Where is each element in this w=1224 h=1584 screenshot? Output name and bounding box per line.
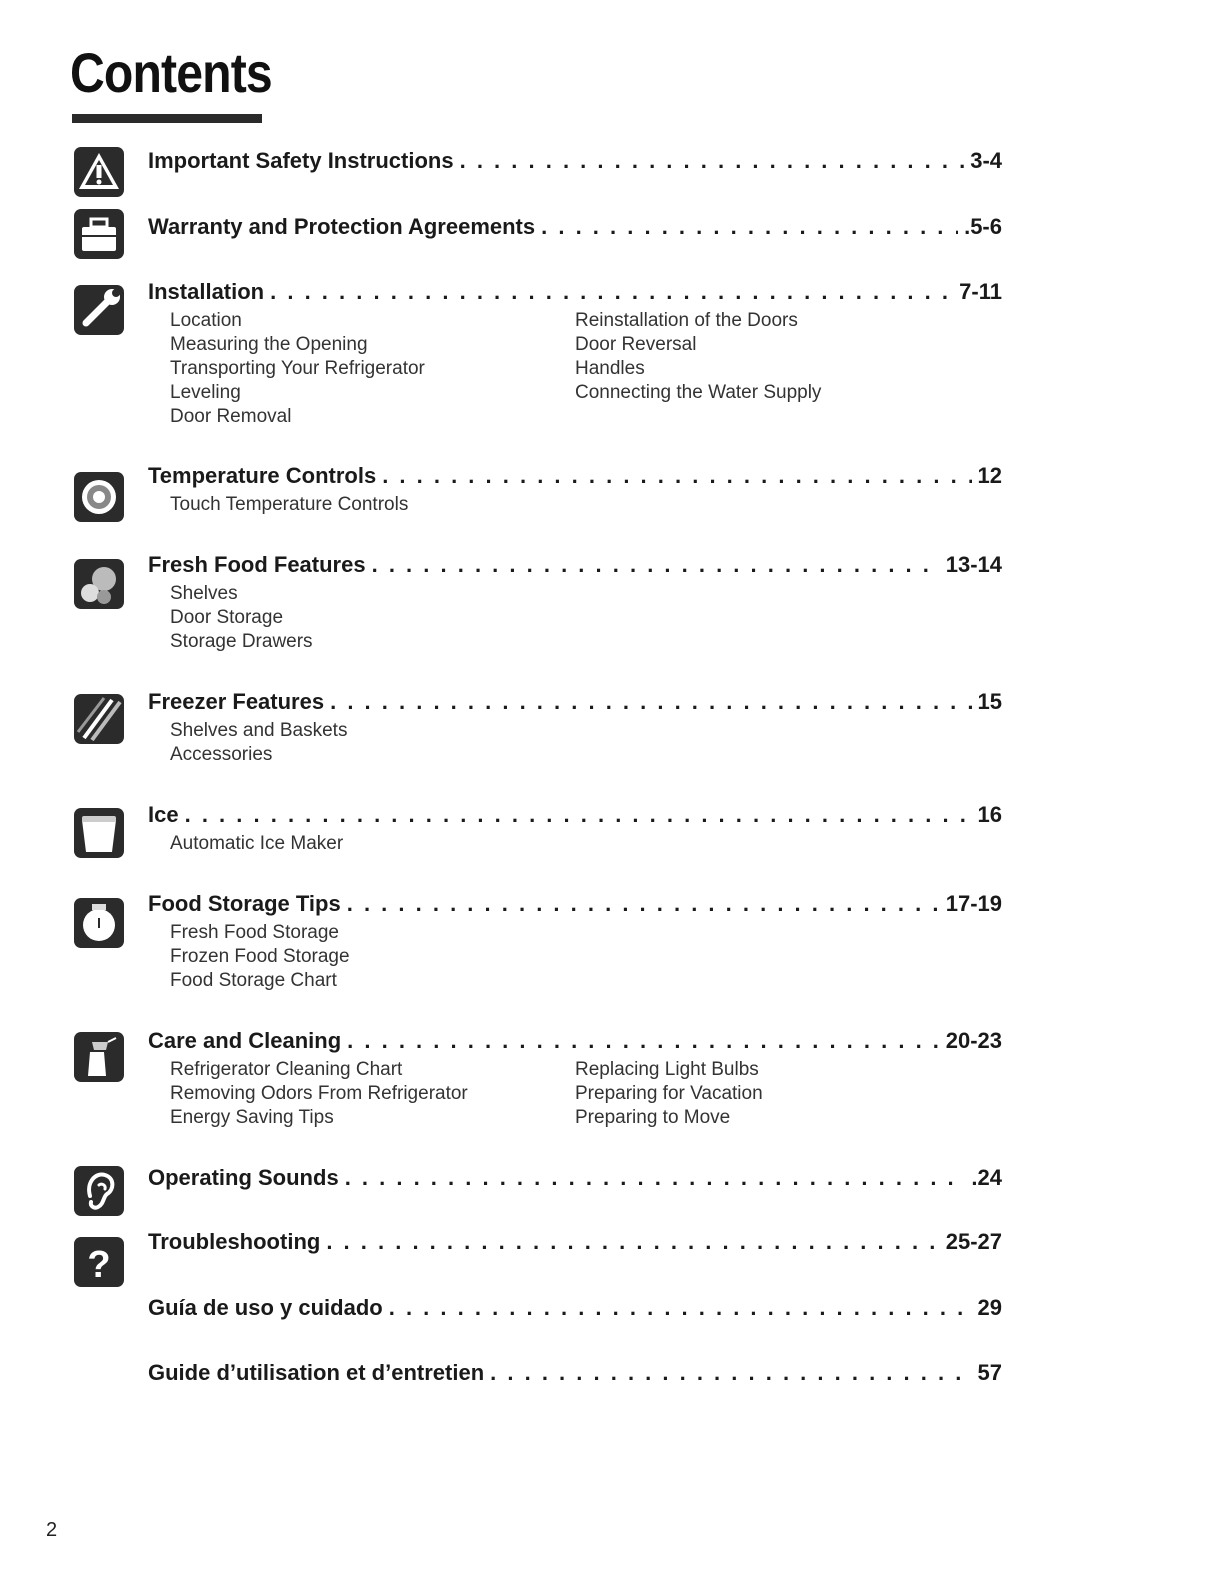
toc-section-title: Important Safety Instructions — [148, 148, 454, 173]
dot-leader — [326, 1229, 939, 1255]
toc-page-range: 15 — [977, 689, 1002, 714]
toc-section-title: Fresh Food Features — [148, 552, 366, 577]
toc-subtopic: Touch Temperature Controls — [170, 494, 409, 515]
toc-subtopic: Reinstallation of the Doors — [575, 310, 798, 331]
toc-subtopic: Handles — [575, 358, 645, 379]
dot-leader — [185, 802, 972, 828]
toc-section-title: Troubleshooting — [148, 1229, 321, 1254]
toc-subtopic: Removing Odors From Refrigerator — [170, 1083, 468, 1104]
toc-subtopic: Transporting Your Refrigerator — [170, 358, 425, 379]
toc-subtopic: Leveling — [170, 382, 241, 403]
toc-page-range: .5-6 — [964, 214, 1002, 239]
toc-entry — [148, 1360, 1002, 1390]
toc-entry-heading — [148, 279, 1002, 309]
toc-page-range: 7-11 — [959, 279, 1002, 304]
dot-leader — [389, 1295, 972, 1321]
fruit-icon — [72, 557, 126, 611]
dot-leader — [345, 1165, 966, 1191]
page-title: Contents — [70, 41, 272, 104]
toc-entry — [148, 552, 1002, 654]
toc-subtopic: Food Storage Chart — [170, 970, 337, 991]
dot-leader — [347, 891, 940, 917]
toc-section-title: Food Storage Tips — [148, 891, 341, 916]
toc-section-title: Guide d’utilisation et d’entretien — [148, 1360, 485, 1385]
toc-entry — [148, 214, 1002, 244]
toc-section-title: Temperature Controls — [148, 463, 377, 488]
toc-entry-heading — [148, 552, 1002, 582]
toc-subtopics — [170, 832, 1002, 856]
toc-page-range: 17-19 — [945, 891, 1002, 916]
toc-subtopic: Shelves — [170, 583, 238, 604]
toc-subtopic: Door Storage — [170, 607, 284, 628]
toc-section-title: Care and Cleaning — [148, 1028, 342, 1053]
toc-subtopic: Refrigerator Cleaning Chart — [170, 1059, 403, 1080]
toc-page-range: .24 — [971, 1165, 1002, 1190]
toc-entry-heading — [148, 1165, 1002, 1195]
toc-page-range: 25-27 — [945, 1229, 1002, 1254]
toc-subtopic: Accessories — [170, 744, 273, 765]
toc-section-title: Installation — [148, 279, 265, 304]
toc-entry-heading — [148, 689, 1002, 719]
spray-bottle-icon — [72, 1030, 126, 1084]
toc-subtopics — [170, 309, 1002, 429]
svg-text:?: ? — [87, 1244, 111, 1286]
toc-entry-heading — [148, 214, 1002, 244]
toc-subtopic: Connecting the Water Supply — [575, 382, 822, 403]
toc-subtopics — [170, 493, 1002, 517]
dot-leader — [541, 214, 958, 240]
toc-entry-heading — [148, 463, 1002, 493]
toc-page-range: 3-4 — [970, 148, 1002, 173]
toc-entry-heading — [148, 1028, 1002, 1058]
toc-page-range: 13-14 — [945, 552, 1002, 577]
toc-subtopic: Door Reversal — [575, 334, 697, 355]
toc-page-range: 57 — [977, 1360, 1002, 1385]
toc-subtopics — [170, 1058, 1002, 1130]
toc-entry-heading — [148, 891, 1002, 921]
dot-leader — [460, 148, 965, 174]
toc-subtopic: Storage Drawers — [170, 631, 313, 652]
dot-leader — [347, 1028, 940, 1054]
toc-subtopic: Energy Saving Tips — [170, 1107, 334, 1128]
toolbox-icon — [72, 207, 126, 261]
toc-entry — [148, 802, 1002, 856]
toc-page-range: 20-23 — [945, 1028, 1002, 1053]
dot-leader — [330, 689, 971, 715]
toc-subtopic: Frozen Food Storage — [170, 946, 350, 967]
toc-section-title: Guía de uso y cuidado — [148, 1295, 383, 1320]
toc-entry — [148, 148, 1002, 178]
toc-entry-heading — [148, 1295, 1002, 1325]
toc-entry — [148, 1229, 1002, 1259]
toc-section-title: Freezer Features — [148, 689, 325, 714]
toc-entry — [148, 463, 1002, 517]
dot-leader — [382, 463, 971, 489]
page-number: 2 — [46, 1519, 58, 1541]
warning-triangle-icon — [72, 145, 126, 199]
toc-section-title: Operating Sounds — [148, 1165, 339, 1190]
dot-leader — [372, 552, 940, 578]
toc-entry — [148, 279, 1002, 429]
toc-subtopic: Preparing to Move — [575, 1107, 731, 1128]
title-underline — [72, 114, 262, 123]
toc-page-range: 12 — [977, 463, 1002, 488]
toc-subtopic: Location — [170, 310, 242, 331]
toc-subtopics — [170, 719, 1002, 767]
toc-entry-heading — [148, 802, 1002, 832]
toc-section-title: Warranty and Protection Agreements — [148, 214, 536, 239]
toc-section-title: Ice — [148, 802, 179, 827]
toc-entry — [148, 1165, 1002, 1195]
toc-subtopics — [170, 582, 1002, 654]
toc-subtopic: Automatic Ice Maker — [170, 833, 344, 854]
toc-subtopic: Replacing Light Bulbs — [575, 1059, 759, 1080]
toc-entry — [148, 891, 1002, 993]
toc-subtopic: Measuring the Opening — [170, 334, 368, 355]
food-storage-icon — [72, 896, 126, 950]
toc-subtopic: Preparing for Vacation — [575, 1083, 763, 1104]
ice-bin-icon — [72, 806, 126, 860]
toc-entry-heading — [148, 1360, 1002, 1390]
toc-entry — [148, 1295, 1002, 1325]
toc-entry-heading — [148, 148, 1002, 178]
toc-subtopic: Door Removal — [170, 406, 292, 427]
dot-leader — [270, 279, 953, 305]
ear-icon — [72, 1164, 126, 1218]
dot-leader — [490, 1360, 971, 1386]
toc-page-range: 16 — [977, 802, 1002, 827]
wrench-icon — [72, 283, 126, 337]
toc-subtopics — [170, 921, 1002, 993]
freezer-icon — [72, 692, 126, 746]
dial-icon — [72, 470, 126, 524]
toc-subtopic: Fresh Food Storage — [170, 922, 339, 943]
toc-entry — [148, 689, 1002, 767]
toc-entry-heading — [148, 1229, 1002, 1259]
toc-subtopic: Shelves and Baskets — [170, 720, 348, 741]
question-mark-icon — [72, 1235, 126, 1289]
toc-entry — [148, 1028, 1002, 1130]
toc-page-range: 29 — [977, 1295, 1002, 1320]
